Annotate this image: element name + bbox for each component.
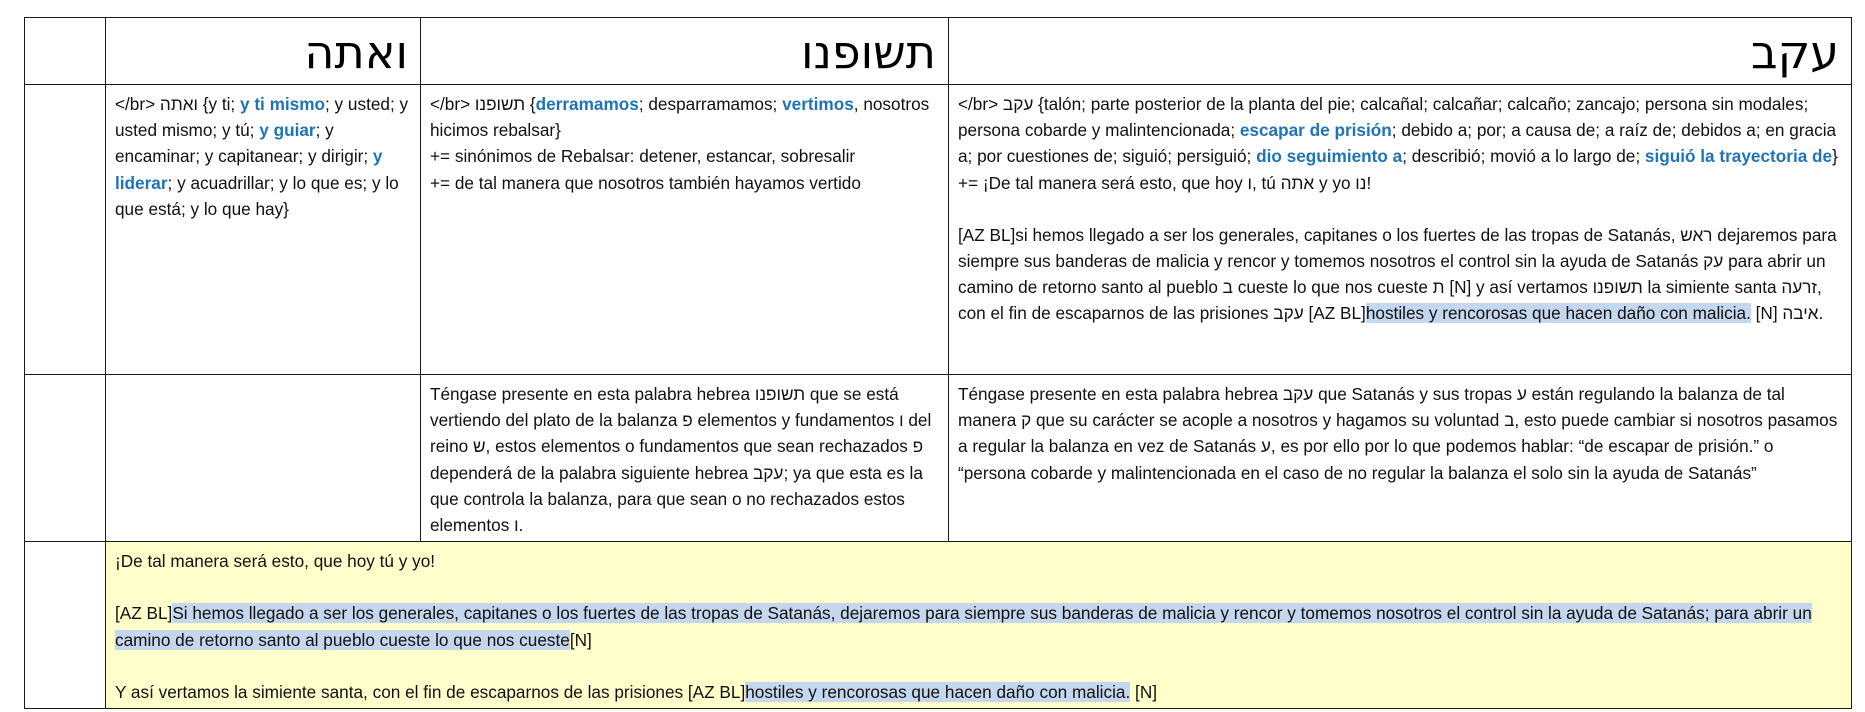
header-cell-empty — [25, 18, 106, 85]
header-cell-col3 — [949, 18, 1852, 85]
commentary-cell-col1 — [106, 375, 421, 542]
definition-text-col1: </br> ואתה {y ti; y ti mismo; y usted; y usted mismo; y tú; y guiar; y encaminar; y capitanear; y dirigir; y liderar; y acuadrillar; y lo que es; y lo que está; y lo que hay} — [115, 94, 409, 219]
keyword: dio seguimiento a — [1256, 146, 1403, 167]
definition-cell-empty — [25, 85, 106, 375]
keyword: y guiar — [259, 120, 316, 141]
commentary-row — [25, 375, 1852, 542]
commentary-text-col2: Téngase presente en esta palabra hebrea תשופנו que se está vertiendo del plato de la balanza פ elementos y fundamentos ו del reino ש, estos elementos o fundamentos que sean rechazados פ dependerá de la palabra siguiente hebrea עקב; ya que esta es la que controla la balanza, para que sean o no rechazados estos elementos ו. — [430, 384, 932, 536]
keyword: siguió la trayectoria de — [1644, 146, 1833, 167]
header-cell-col2 — [421, 18, 949, 85]
paragraph-gap — [115, 574, 1842, 600]
summary-row — [25, 542, 1852, 709]
definition-text-col3: </br> עקב {talón; parte posterior de la planta del pie; calcañal; calcañar; calcaño; zancajo; persona sin modales; persona cobarde y malintencionada; escapar de prisión; debido a; por; a causa de; a raíz de; debidos a; en gracia a; por cuestiones de; siguió; persiguió; dio seguimiento a; describió; movió a lo largo de; siguió la trayectoria de} — [958, 94, 1838, 167]
definition-row — [25, 85, 1852, 375]
keyword: escapar de prisión — [1239, 120, 1392, 141]
note-line: += de tal manera que nosotros también hayamos vertido — [430, 172, 861, 193]
summary-line-1: ¡De tal manera será esto, que hoy tú y yo! — [115, 551, 436, 572]
commentary-cell-col3 — [949, 375, 1852, 542]
paragraph-gap — [958, 196, 1842, 222]
summary-cell — [106, 542, 1852, 709]
keyword: y liderar — [115, 146, 383, 193]
header-word-veata: ואתה — [304, 25, 408, 79]
definition-cell-col1 — [106, 85, 421, 375]
note-line: += ¡De tal manera será esto, que hoy ו, tú אתה y yo נו! — [958, 172, 1372, 193]
commentary-cell-empty — [25, 375, 106, 542]
synonyms-line: += sinónimos de Rebalsar: detener, estancar, sobresalir — [430, 146, 856, 167]
definition-cell-col2 — [421, 85, 949, 375]
definition-text-col2: </br> תשופנו {derramamos; desparramamos; vertimos, nosotros hicimos rebalsar} — [430, 94, 930, 141]
paragraph-gap — [115, 653, 1842, 679]
header-cell-col1 — [106, 18, 421, 85]
header-word-ekev: עקב — [1750, 25, 1839, 79]
header-row — [25, 18, 1852, 85]
keyword: y ti mismo — [239, 94, 325, 114]
highlighted-text: hostiles y rencorosas que hacen daño con malicia. — [745, 681, 1131, 702]
summary-paragraph-3: Y así vertamos la simiente santa, con el fin de escaparnos de las prisiones [AZ BL]hostiles y rencorosas que hacen daño con malicia. [N] — [115, 681, 1158, 702]
summary-cell-empty — [25, 542, 106, 709]
interpretation-paragraph: [AZ BL]si hemos llegado a ser los generales, capitanes o los fuertes de las tropas de Satanás, ראש dejaremos para siempre sus banderas de malicia y rencor y tomemos nosotros el control sin la ayuda de Satanás עק para abrir un camino de retorno santo al pueblo ב cueste lo que nos cueste ת [N] y así vertamos תשופנו la simiente santa זרעה, con el fin de escaparnos de las prisiones עקב [AZ BL]hostiles y rencorosas que hacen daño con malicia. [N] איבה. — [958, 224, 1837, 324]
highlighted-text: Si hemos llegado a ser los generales, capitanes o los fuertes de las tropas de Satanás, dejaremos para siempre sus banderas de malicia y rencor y tomemos nosotros el control sin la ayuda de Satanás; para abrir un camino de retorno santo al pueblo cueste lo que nos cueste — [115, 603, 1812, 650]
keyword: vertimos — [782, 94, 854, 114]
commentary-text-col3: Téngase presente en esta palabra hebrea עקב que Satanás y sus tropas ע están regulando la balanza de tal manera ק que su carácter se acople a nosotros y hagamos su voluntad ב, esto puede cambiar si nosotros pasamos a regular la balanza en vez de Satanás ע, es por ello por lo que podemos hablar: “de escapar de prisión.” o “persona cobarde y malintencionada en el caso de no regular la balanza el solo sin la ayuda de Satanás” — [958, 384, 1838, 483]
highlighted-text: hostiles y rencorosas que hacen daño con malicia. — [1365, 303, 1751, 324]
commentary-cell-col2 — [421, 375, 949, 542]
summary-paragraph-2: [AZ BL]Si hemos llegado a ser los generales, capitanes o los fuertes de las tropas de Satanás, dejaremos para siempre sus banderas de malicia y rencor y tomemos nosotros el control sin la ayuda de Satanás; para abrir un camino de retorno santo al pueblo cueste lo que nos cueste[N] — [115, 603, 1812, 650]
definition-cell-col3 — [949, 85, 1852, 375]
translation-table — [24, 17, 1852, 709]
header-word-teshufenu: תשופנו — [800, 25, 936, 79]
keyword: derramamos — [535, 94, 639, 114]
